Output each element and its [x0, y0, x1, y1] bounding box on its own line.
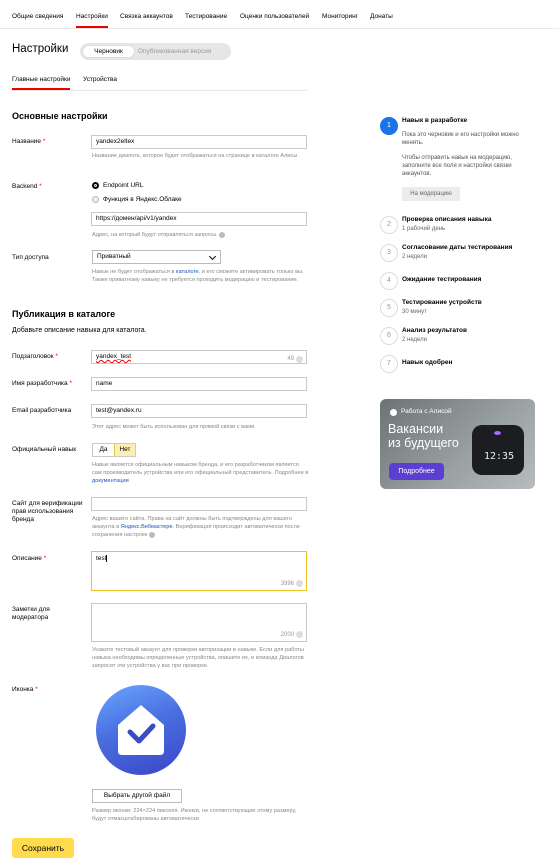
nav-account-linking[interactable]: Связка аккаунтов	[120, 13, 173, 20]
notes-textarea[interactable]	[91, 603, 307, 642]
step-desc-2: 1 рабочий день	[402, 226, 446, 232]
subtitle-value: yandex_test	[96, 353, 132, 360]
documentation-link[interactable]: документации	[92, 478, 129, 484]
section-main-title: Основные настройки	[12, 111, 108, 121]
info-icon	[219, 232, 225, 238]
step-number-5: 5	[380, 299, 398, 317]
name-label: Название *	[12, 138, 46, 145]
nav-donations[interactable]: Донаты	[370, 13, 393, 20]
choose-file-button[interactable]: Выбрать другой файл	[92, 789, 182, 803]
step-number-3: 3	[380, 244, 398, 262]
access-select[interactable]	[92, 250, 221, 264]
subtab-divider	[12, 90, 307, 91]
desc-counter: 3996	[281, 580, 303, 587]
desc-value: test	[96, 555, 107, 563]
text-cursor	[106, 555, 107, 562]
site-hint: Адрес вашего сайта. Права на сайт должны быть подтверждены для вашего аккаунта в Яндекс.Вебмастере. Верификация происходит автоматически после сохранения настроек	[92, 516, 300, 538]
toggle-published[interactable]: Опубликованная версия	[138, 48, 212, 55]
notes-label: Заметки для модератора	[12, 606, 50, 621]
catalog-link[interactable]: каталоге	[176, 269, 199, 275]
nav-monitoring[interactable]: Мониторинг	[322, 13, 359, 20]
step-number-2: 2	[380, 216, 398, 234]
email-label: Email разработчика	[12, 407, 72, 414]
step-title-5: Тестирование устройств	[402, 299, 482, 306]
backend-label: Backend *	[12, 183, 42, 190]
toggle-draft[interactable]: Черновик	[82, 45, 135, 58]
step-title-4: Ожидание тестирования	[402, 276, 482, 283]
step-title-3: Согласование даты тестирования	[402, 244, 513, 251]
access-select-value: Приватный	[97, 253, 131, 260]
name-hint: Название диалога, которое будет отображаться на странице в каталоге Алисы	[92, 153, 298, 159]
step-1	[380, 117, 555, 212]
name-input[interactable]: yandex2eltex	[91, 135, 307, 149]
nav-general[interactable]: Общие сведения	[12, 13, 64, 20]
tab-main-settings[interactable]: Главные настройки	[12, 76, 71, 83]
promo-brand: Работа с Алисой	[401, 408, 452, 415]
section-catalog-title: Публикация в каталоге	[12, 309, 116, 319]
promo-banner[interactable]	[380, 399, 535, 489]
access-hint: Навык не будет отображаться в каталоге, и его сможете активировать только вы. Также приватному навыку не требуется проходить модерацию и тестирование.	[92, 269, 304, 283]
icon-label: Иконка *	[12, 686, 38, 693]
step-number-4: 4	[380, 272, 398, 290]
step-desc-6: 2 недели	[402, 337, 428, 343]
subtitle-label: Подзаголовок *	[12, 353, 58, 360]
step-number-6: 6	[380, 327, 398, 345]
mode-toggle[interactable]	[80, 43, 231, 60]
skill-icon-image	[96, 685, 186, 775]
alice-logo-icon	[390, 409, 397, 416]
tab-devices[interactable]: Устройства	[83, 76, 118, 83]
chevron-down-icon	[209, 253, 216, 260]
step1-text-1: Пока это черновик и его настройки можно менять.	[402, 132, 519, 146]
nav-testing[interactable]: Тестирование	[185, 13, 228, 20]
notes-hint: Укажите тестовый аккаунт для проверки авторизации в навыке. Если для работы навыка необходимы определенные устройства, опишите их, и команда Диалогов запросит эти устройства у вас при проверке.	[92, 647, 304, 669]
notes-counter: 2000	[281, 631, 303, 638]
top-nav	[0, 0, 559, 35]
step-number-1: 1	[380, 117, 398, 135]
desc-textarea[interactable]	[91, 551, 307, 591]
speaker-light-icon	[494, 431, 501, 435]
url-input[interactable]: https://домен/api/v1/yandex	[91, 212, 307, 226]
radio-endpoint-label: Endpoint URL	[103, 182, 144, 189]
backend-radio-cloud[interactable]	[92, 196, 182, 203]
backend-radio-endpoint[interactable]	[92, 182, 143, 189]
info-icon	[149, 532, 155, 538]
step-title-6: Анализ результатов	[402, 327, 467, 334]
step-title-7: Навык одобрен	[402, 359, 453, 366]
promo-headline-2: из будущего	[388, 436, 459, 450]
radio-unselected-icon	[92, 196, 99, 203]
site-input[interactable]	[91, 497, 307, 511]
save-button[interactable]: Сохранить	[12, 838, 74, 858]
email-hint: Этот адрес может быть использован для прямой связи с вами.	[92, 424, 256, 430]
official-hint: Навык является официальным навыком бренда, и его разработчиком является сам производитель устройства или его официальный представитель. Подробнее в документации	[92, 462, 309, 484]
subtitle-counter: 49	[287, 353, 303, 365]
radio-selected-icon	[92, 182, 99, 189]
nav-settings[interactable]: Настройки	[76, 13, 108, 20]
moderation-button[interactable]: На модерацию	[402, 187, 460, 201]
step-title-1: Навык в разработке	[402, 117, 468, 124]
access-label: Тип доступа	[12, 254, 49, 261]
step-desc-3: 2 недели	[402, 254, 428, 260]
official-label: Официальный навык	[12, 446, 77, 453]
email-input[interactable]: test@yandex.ru	[91, 404, 307, 418]
home-check-icon	[96, 685, 186, 775]
dev-label: Имя разработчика *	[12, 380, 72, 387]
dev-input[interactable]: name	[91, 377, 307, 391]
subtitle-input[interactable]	[91, 350, 307, 364]
step-title-2: Проверка описания навыка	[402, 216, 492, 223]
official-no[interactable]: Нет	[114, 444, 135, 456]
radio-cloud-label: Функция в Яндекс.Облаке	[103, 196, 182, 203]
speaker-clock: 12:35	[484, 451, 515, 462]
promo-more-button[interactable]: Подробнее	[389, 463, 444, 480]
promo-headline-1: Вакансии	[388, 422, 444, 436]
catalog-subtitle: Добавьте описание навыка для каталога.	[12, 327, 147, 334]
nav-ratings[interactable]: Оценки пользователей	[240, 13, 310, 20]
step-number-7: 7	[380, 355, 398, 373]
url-hint: Адрес, на который будут отправляться запросы.	[92, 231, 310, 239]
official-toggle[interactable]	[92, 443, 136, 457]
step-desc-5: 30 минут	[402, 309, 427, 315]
top-nav-divider	[0, 28, 559, 29]
step1-text-2: Чтобы отправить навык на модерацию, заполните все поля и настройки связки аккаунтов.	[402, 155, 512, 177]
desc-label: Описание *	[12, 555, 47, 562]
icon-hint: Размер иконки: 224×224 пикселя. Иконки, не соответствующие этому размеру, будут отмасштабированы автоматически	[92, 808, 297, 822]
webmaster-link[interactable]: Яндекс.Вебмастере	[120, 524, 173, 530]
official-yes[interactable]: Да	[99, 446, 108, 453]
smart-speaker-image	[472, 425, 524, 475]
page-title: Настройки	[12, 43, 69, 55]
site-label: Сайт для верификации прав использования бренда	[12, 500, 83, 523]
